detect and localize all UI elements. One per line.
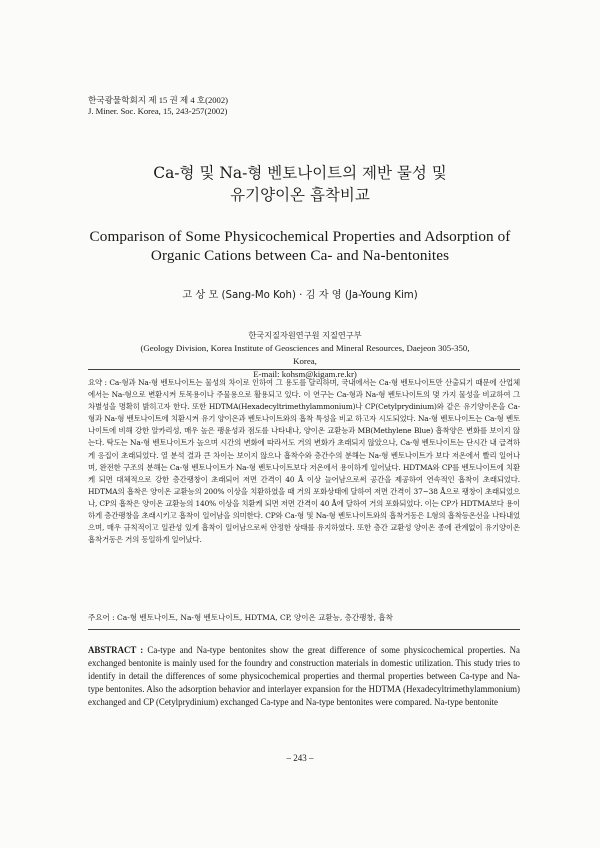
title-en-line2: Organic Cations between Ca- and Na-bentonites xyxy=(150,247,450,264)
journal-name-en: J. Miner. Soc. Korea, 15, 243-257(2002) xyxy=(88,106,228,116)
author-list: 고 상 모 (Sang-Mo Koh) · 김 자 영 (Ja-Young Kim) xyxy=(182,290,418,301)
affiliation xyxy=(140,329,470,381)
abstract-en-label: ABSTRACT : xyxy=(88,645,144,655)
title-ko-line1: Ca-형 및 Na-형 벤토나이트의 제반 물성 및 xyxy=(153,164,447,182)
affiliation-email: E-mail: kohsm@kigam.re.kr) xyxy=(253,369,357,379)
page-number: – 243 – xyxy=(286,753,314,763)
affiliation-ko: 한국지질자원연구원 지질연구부 xyxy=(248,330,362,340)
journal-name-ko: 한국광물학회지 제 15 권 제 4 호(2002) xyxy=(88,95,229,105)
title-ko-line2: 유기양이온 흡착비교 xyxy=(230,186,370,204)
title-en-line1: Comparison of Some Physicochemical Properties and Adsorption of xyxy=(89,228,511,245)
bottom-rule xyxy=(88,629,520,630)
abstract-en-text: Ca-type and Na-type bentonites show the great difference of some physicochemical properties. Na exchanged bentonite is mainly used for the foundry and construction materials in domestic utilization. This study tries to identify in detail the differences of some physicochemical properties and thermal properties between Ca-type and Na-type bentonites. Also the adsorption behavior and interlayer expansion for the HDTMA (Hexadecyltrimethylammonium) exchanged and CP (Cetylprydinium) exchanged Ca-type and Na-type bentonites were compared. Na-type bentonite xyxy=(88,645,520,707)
abstract-en xyxy=(88,644,520,709)
affiliation-en: (Geology Division, Korea Institute of Geosciences and Mineral Resources, Daejeon 305-350, Korea, xyxy=(140,343,470,366)
top-rule xyxy=(88,369,520,370)
journal-header xyxy=(88,95,228,117)
abstract-ko: 요약 : Ca-형과 Na-형 벤토나이트는 물성의 차이로 인하여 그 용도를 달리하며, 국내에서는 Ca-형 벤토나이트만 산출되기 때문에 산업체에서는 Na-형으로 변환시켜 토목용이나 주물용으로 활용되고 있다. 이 연구는 Ca-형과 Na-형 벤토나이트의 몇 가지 물성을 비교하여 그 차별성을 명확히 밝히고자 한다. 또한 HDTMA(Hexadecyltrimethylammonium)나 CP(Cetylprydinium)와 같은 유기양이온을 Ca-형과 Na-형 벤토나이트에 치환시켜 유기 양이온과 벤토나이트와의 흡착 특성을 비교 하고자 시도되었다. Na-형 벤토나이트는 Ca-형 벤토나이트에 비해 강한 알카리성, 매우 높은 팽윤성과 점도를 나타내나, 양이온 교환능과 MB(Methylene Blue) 흡착양은 변화를 보이지 않는다. 탁도는 Na-형 벤토나이트가 높으며 시간의 변화에 따라서도 거의 변화가 초래되지 않았으나, Ca-형 벤토나이트는 단시간 내 급격하게 응집이 초래되었다. 열 분석 결과 큰 차이는 보이지 않으나 흡착수와 층간수의 분해는 Na-형 벤토나이트가 보다 저온에서 빨리 일어나며, 완전한 구조의 분해는 Ca-형 벤토나이트가 Na-형 벤토나이트보다 저온에서 용이하게 일어났다. HDTMA와 CP를 벤토나이트에 치환케 되면 대체적으로 강한 층간팽창이 초래되어 저면 간격이 40 Å 이상 늘어남으로써 공간을 제공하여 연속적인 흡착이 초래되었다. HDTMA의 흡착은 양이온 교환능의 200% 이상을 치환하였을 때 거의 포화상태에 달하여 저면 간격이 37~38 Å으로 팽창이 초래되었으나, CP의 흡착은 양이온 교환능의 140% 이상을 치환케 되면 저면 간격이 40 Å에 달하여 거의 포화되었다. 이는 CP가 HDTMA보다 용이하게 층간팽창을 초래시키고 흡착이 일어남을 의미한다. CP와 Ca-형 및 Na-형 벤토나이트와의 흡착거동은 L형의 흡착등온선을 나타내었으며, 매우 규칙적이고 일관성 있게 흡착이 일어남으로써 안정한 상태를 유지하였다. 또한 층간 교환성 양이온 종에 관계없이 유기양이온 흡착거동은 거의 동일하게 일어났다. xyxy=(88,378,520,545)
keywords-ko: 주요어 : Ca-형 벤토나이트, Na-형 벤토나이트, HDTMA, CP, 양이온 교환능, 층간팽창, 흡착 xyxy=(88,613,393,622)
